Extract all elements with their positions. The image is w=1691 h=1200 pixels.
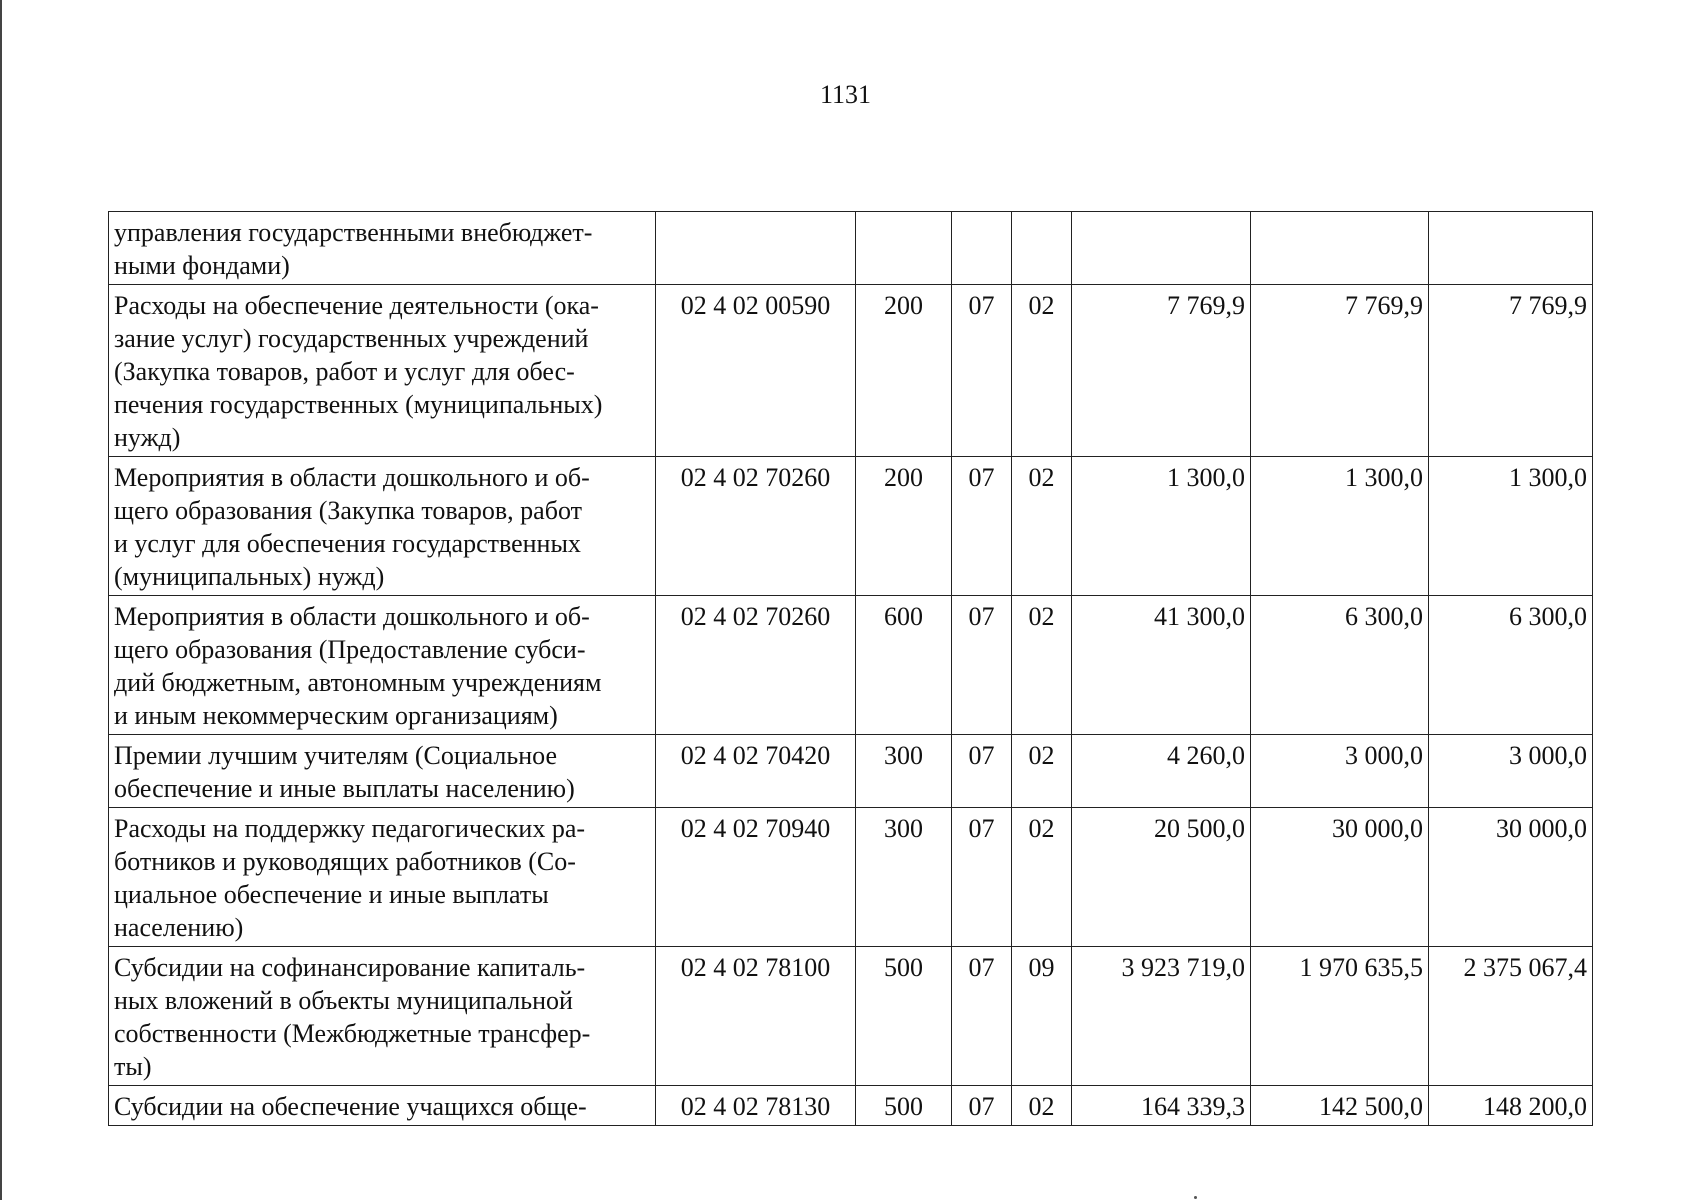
- expense-type-cell: 500: [856, 1086, 952, 1126]
- amount-3-cell: [1429, 212, 1593, 285]
- amount-2-cell: 6 300,0: [1251, 596, 1429, 735]
- amount-2-cell: [1251, 212, 1429, 285]
- section-cell: 07: [952, 1086, 1012, 1126]
- amount-1-cell: 20 500,0: [1072, 808, 1251, 947]
- description-line: собственности (Межбюджетные трансфер-: [114, 1019, 591, 1048]
- amount-3-cell: 1 300,0: [1429, 457, 1593, 596]
- description-line: Мероприятия в области дошкольного и об-: [114, 602, 590, 631]
- expense-type-cell: 600: [856, 596, 952, 735]
- table-row: [109, 457, 1593, 596]
- scan-speck: [1194, 1196, 1197, 1199]
- section-cell: 07: [952, 735, 1012, 808]
- description-line: управления государственными внебюджет-: [114, 218, 593, 247]
- description-line: и услуг для обеспечения государственных: [114, 529, 581, 558]
- description-line: дий бюджетным, автономным учреждениям: [114, 668, 602, 697]
- expense-type-cell: 200: [856, 457, 952, 596]
- expense-type-cell: 500: [856, 947, 952, 1086]
- amount-2-cell: 1 300,0: [1251, 457, 1429, 596]
- description-cell: [109, 596, 656, 735]
- description-line: Субсидии на обеспечение учащихся обще-: [114, 1092, 587, 1121]
- expense-type-cell: 300: [856, 735, 952, 808]
- description-cell: [109, 457, 656, 596]
- description-line: Мероприятия в области дошкольного и об-: [114, 463, 590, 492]
- table-row: [109, 808, 1593, 947]
- description-line: нужд): [114, 423, 181, 452]
- subsection-cell: 02: [1012, 457, 1072, 596]
- description-line: и иным некоммерческим организациям): [114, 701, 558, 730]
- table-row: [109, 212, 1593, 285]
- section-cell: [952, 212, 1012, 285]
- description-line: Расходы на обеспечение деятельности (ока-: [114, 291, 599, 320]
- section-cell: 07: [952, 285, 1012, 457]
- description-line: Расходы на поддержку педагогических ра-: [114, 814, 586, 843]
- target-code-cell: 02 4 02 70420: [656, 735, 856, 808]
- amount-2-cell: 30 000,0: [1251, 808, 1429, 947]
- amount-2-cell: 7 769,9: [1251, 285, 1429, 457]
- description-line: обеспечение и иные выплаты населению): [114, 774, 575, 803]
- target-code-cell: 02 4 02 78130: [656, 1086, 856, 1126]
- amount-3-cell: 7 769,9: [1429, 285, 1593, 457]
- subsection-cell: 02: [1012, 285, 1072, 457]
- subsection-cell: 02: [1012, 735, 1072, 808]
- description-line: ты): [114, 1052, 152, 1081]
- subsection-cell: 09: [1012, 947, 1072, 1086]
- description-line: печения государственных (муниципальных): [114, 390, 603, 419]
- description-line: щего образования (Предоставление субси-: [114, 635, 586, 664]
- section-cell: 07: [952, 947, 1012, 1086]
- description-line: ными фондами): [114, 251, 290, 280]
- subsection-cell: [1012, 212, 1072, 285]
- description-cell: [109, 212, 656, 285]
- section-cell: 07: [952, 596, 1012, 735]
- description-cell: [109, 1086, 656, 1126]
- description-cell: [109, 735, 656, 808]
- amount-3-cell: 6 300,0: [1429, 596, 1593, 735]
- expense-type-cell: 300: [856, 808, 952, 947]
- target-code-cell: [656, 212, 856, 285]
- table-row: [109, 1086, 1593, 1126]
- description-line: ных вложений в объекты муниципальной: [114, 986, 573, 1015]
- table-body: [109, 212, 1593, 1126]
- table-row: [109, 947, 1593, 1086]
- description-line: Субсидии на софинансирование капиталь-: [114, 953, 586, 982]
- amount-1-cell: 1 300,0: [1072, 457, 1251, 596]
- amount-3-cell: 30 000,0: [1429, 808, 1593, 947]
- table-row: [109, 285, 1593, 457]
- table-row: [109, 596, 1593, 735]
- subsection-cell: 02: [1012, 1086, 1072, 1126]
- description-line: ботников и руководящих работников (Со-: [114, 847, 576, 876]
- target-code-cell: 02 4 02 70260: [656, 457, 856, 596]
- amount-1-cell: 3 923 719,0: [1072, 947, 1251, 1086]
- subsection-cell: 02: [1012, 596, 1072, 735]
- description-line: циальное обеспечение и иные выплаты: [114, 880, 549, 909]
- description-line: населению): [114, 913, 244, 942]
- expense-type-cell: 200: [856, 285, 952, 457]
- description-line: (муниципальных) нужд): [114, 562, 385, 591]
- description-line: зание услуг) государственных учреждений: [114, 324, 589, 353]
- page-left-edge: [0, 0, 2, 1200]
- table-row: [109, 735, 1593, 808]
- description-cell: [109, 808, 656, 947]
- page-number: 1131: [819, 80, 872, 109]
- amount-1-cell: 7 769,9: [1072, 285, 1251, 457]
- amount-3-cell: 3 000,0: [1429, 735, 1593, 808]
- target-code-cell: 02 4 02 70940: [656, 808, 856, 947]
- amount-2-cell: 1 970 635,5: [1251, 947, 1429, 1086]
- subsection-cell: 02: [1012, 808, 1072, 947]
- description-cell: [109, 947, 656, 1086]
- section-cell: 07: [952, 808, 1012, 947]
- description-line: Премии лучшим учителям (Социальное: [114, 741, 558, 770]
- amount-1-cell: 4 260,0: [1072, 735, 1251, 808]
- amount-3-cell: 2 375 067,4: [1429, 947, 1593, 1086]
- budget-table: [108, 211, 1593, 1126]
- section-cell: 07: [952, 457, 1012, 596]
- amount-2-cell: 3 000,0: [1251, 735, 1429, 808]
- target-code-cell: 02 4 02 78100: [656, 947, 856, 1086]
- description-line: щего образования (Закупка товаров, работ: [114, 496, 582, 525]
- amount-1-cell: 41 300,0: [1072, 596, 1251, 735]
- description-cell: [109, 285, 656, 457]
- amount-3-cell: 148 200,0: [1429, 1086, 1593, 1126]
- amount-2-cell: 142 500,0: [1251, 1086, 1429, 1126]
- target-code-cell: 02 4 02 00590: [656, 285, 856, 457]
- amount-1-cell: 164 339,3: [1072, 1086, 1251, 1126]
- amount-1-cell: [1072, 212, 1251, 285]
- expense-type-cell: [856, 212, 952, 285]
- target-code-cell: 02 4 02 70260: [656, 596, 856, 735]
- description-line: (Закупка товаров, работ и услуг для обес-: [114, 357, 575, 386]
